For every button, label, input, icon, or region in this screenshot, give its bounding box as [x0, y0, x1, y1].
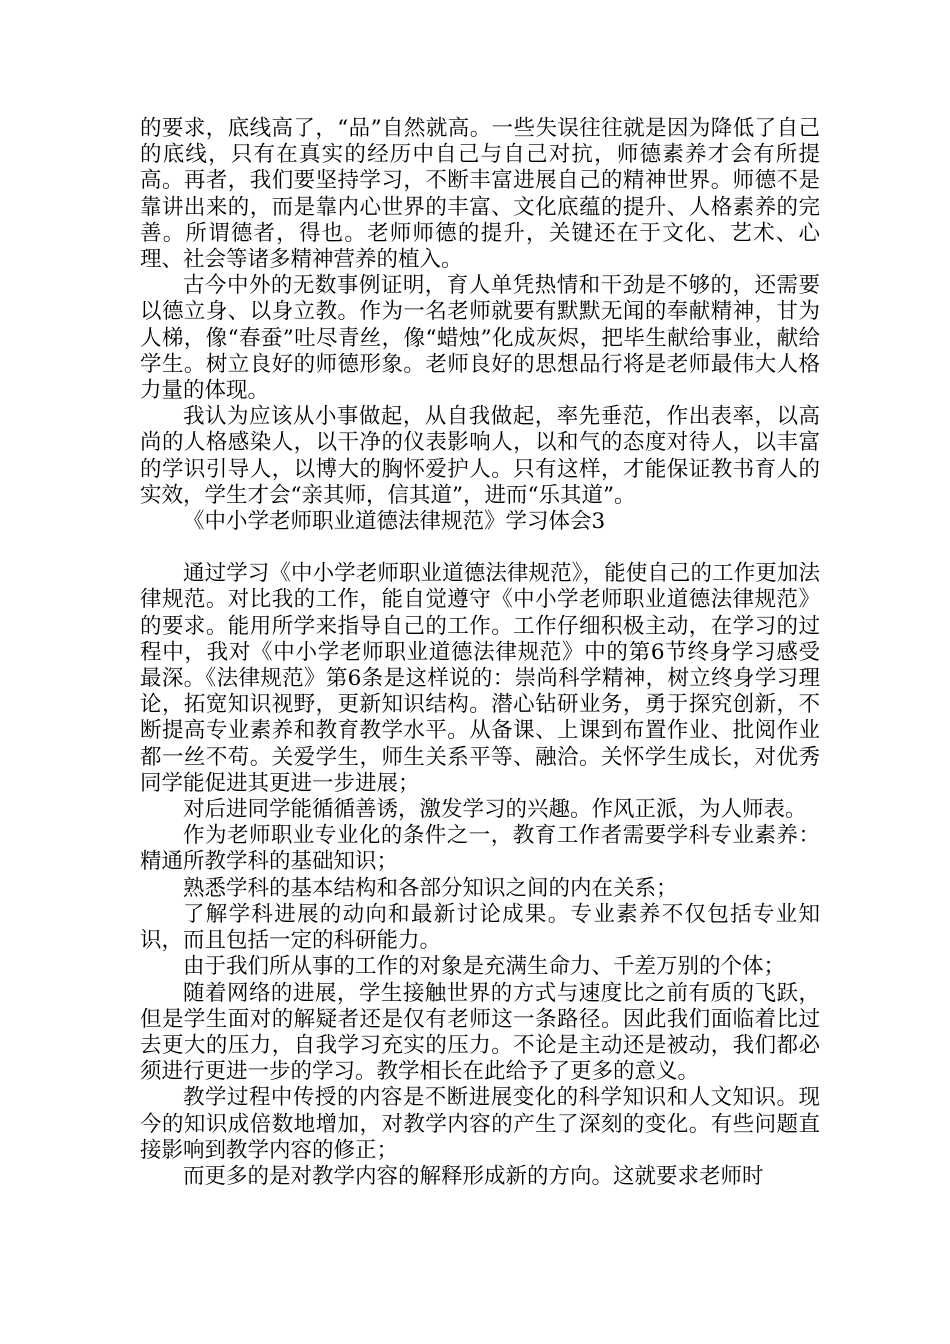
paragraphs-before-title [140, 116, 820, 509]
paragraph: 随着网络的进展，学生接触世界的方式与速度比之前有质的飞跃，但是学生面对的解疑者还是仅有老师这一条路径。因此我们面临着比过去更大的压力，自我学习充实的压力。不论是主动还是被动，我们都必须进行更进一步的学习。教学相长在此给予了更多的意义。 [140, 980, 820, 1085]
paragraph: 通过学习《中小学老师职业道德法律规范》，能使自己的工作更加法律规范。对比我的工作，能自觉遵守《中小学老师职业道德法律规范》的要求。能用所学来指导自己的工作。工作仔细积极主动，在学习的过程中，我对《中小学老师职业道德法律规范》中的第6节终身学习感受最深。《法律规范》第6条是这样说的：崇尚科学精神，树立终身学习理论，拓宽知识视野，更新知识结构。潜心钻研业务，勇于探究创新，不断提高专业素养和教育教学水平。从备课、上课到布置作业、批阅作业都一丝不苟。关爱学生，师生关系平等、融洽。关怀学生成长，对优秀同学能促进其更进一步进展； [140, 561, 820, 796]
paragraph: 作为老师职业专业化的条件之一，教育工作者需要学科专业素养：精通所教学科的基础知识； [140, 823, 820, 875]
paragraph: 的要求，底线高了，“品”自然就高。一些失误往往就是因为降低了自己的底线，只有在真实的经历中自己与自己对抗，师德素养才会有所提高。再者，我们要坚持学习，不断丰富进展自己的精神世界。师德不是靠讲出来的，而是靠内心世界的丰富、文化底蕴的提升、人格素养的完善。所谓德者，得也。老师师德的提升，关键还在于文化、艺术、心理、社会等诸多精神营养的植入。 [140, 116, 820, 273]
paragraph: 我认为应该从小事做起，从自我做起，率先垂范，作出表率，以高尚的人格感染人，以干净的仪表影响人，以和气的态度对待人，以丰富的学识引导人，以博大的胸怀爱护人。只有这样，才能保证教书育人的实效，学生才会“亲其师，信其道”，进而“乐其道”。 [140, 404, 820, 508]
paragraph: 教学过程中传授的内容是不断进展变化的科学知识和人文知识。现今的知识成倍数地增加，对教学内容的产生了深刻的变化。有些问题直接影响到教学内容的修正； [140, 1085, 820, 1163]
paragraph: 古今中外的无数事例证明，育人单凭热情和干劲是不够的，还需要以德立身、以身立教。作为一名老师就要有默默无闻的奉献精神，甘为人梯，像“春蚕”吐尽青丝，像“蜡烛”化成灰烬，把毕生献给事业，献给学生。树立良好的师德形象。老师良好的思想品行将是老师最伟大人格力量的体现。 [140, 273, 820, 404]
paragraph: 了解学科进展的动向和最新讨论成果。专业素养不仅包括专业知识，而且包括一定的科研能力。 [140, 901, 820, 954]
paragraphs-after-title [140, 561, 820, 1190]
paragraph: 由于我们所从事的工作的对象是充满生命力、千差万别的个体； [183, 954, 786, 980]
blank-line [140, 535, 820, 561]
section-title: 《中小学老师职业道德法律规范》学习体会3 [183, 509, 606, 535]
paragraph: 而更多的是对教学内容的解释形成新的方向。这就要求老师时 [183, 1163, 764, 1189]
document-page [140, 116, 820, 1190]
paragraph: 熟悉学科的基本结构和各部分知识之间的内在关系； [183, 875, 678, 901]
paragraph: 对后进同学能循循善诱，激发学习的兴趣。作风正派，为人师表。 [183, 797, 807, 823]
